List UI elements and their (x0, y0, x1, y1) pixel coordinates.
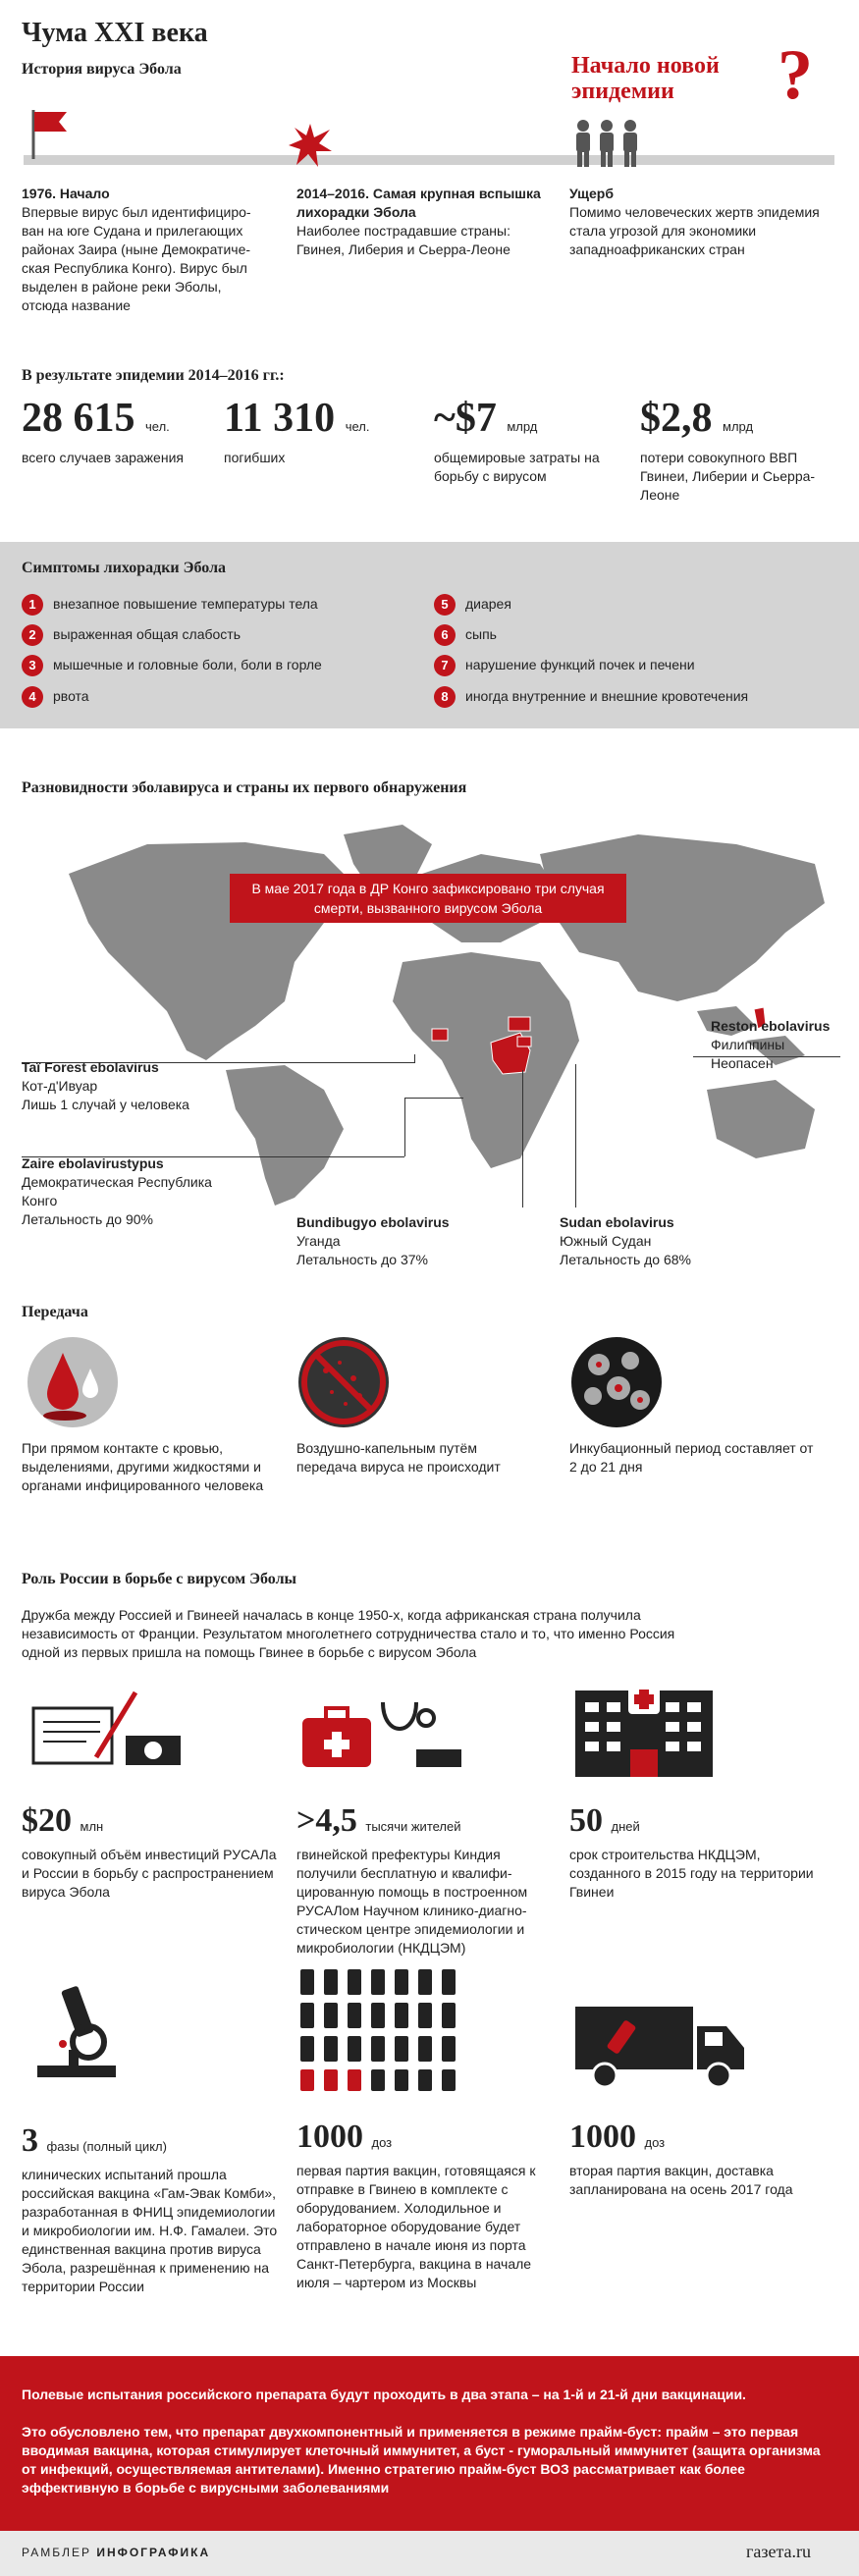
virus-note: Летальность до 37% (296, 1252, 428, 1267)
result-unit: млрд (723, 419, 754, 434)
fact-value: $20 (22, 1802, 72, 1839)
timeline-body: Наиболее пострадавшие страны: Гвинея, Либерия и Сьерра-Леоне (296, 223, 510, 257)
callout-line (404, 1098, 405, 1156)
brand-rambler: РАМБЛЕР (22, 2546, 91, 2559)
timeline-item-damage (569, 185, 834, 259)
fact-unit: фазы (полный цикл) (46, 2139, 167, 2154)
fact-unit: тысячи жителей (365, 1819, 461, 1834)
map-banner: В мае 2017 года в ДР Конго зафиксировано три случая смерти, вызванного вирусом Эбола (230, 874, 626, 923)
fact-investment (22, 1802, 277, 1902)
fact-value: 1000 (296, 2119, 363, 2155)
result-unit: чел. (345, 419, 370, 434)
virus-note: Летальность до 68% (560, 1252, 691, 1267)
question-mark: ? (778, 35, 813, 114)
symptom-text: диарея (465, 596, 511, 612)
virus-note: Летальность до 90% (22, 1211, 153, 1227)
result-label: всего случаев заражения (22, 450, 184, 465)
fact-second-batch (569, 2119, 825, 2199)
fact-first-batch (296, 2119, 562, 2292)
symptom-item (434, 653, 695, 676)
blood-drop-icon (26, 1335, 120, 1429)
result-unit: чел. (145, 419, 170, 434)
fact-construction (569, 1802, 825, 1902)
fact-unit: доз (371, 2135, 393, 2150)
page-subtitle: История вируса Эбола (22, 61, 182, 78)
russia-intro: Дружба между Россией и Гвинеей началась в конце 1950-х, когда африканская страна получила независимость от Франции. Результатом многолетнего сотрудничества стало и то, что именно Россия одной из первых пришла на помощь Гвинее в борьбе с вирусом Эбола (22, 1607, 675, 1660)
fact-text: совокупный объём инвестиций РУСАЛа и России в борьбу с распространением вируса Эбола (22, 1847, 277, 1900)
timeline-bar (24, 155, 834, 165)
result-value: $2,8 (640, 396, 713, 441)
symptom-item (434, 622, 497, 646)
microscope-icon (29, 1983, 128, 2081)
map-title: Разновидности эболавируса и страны их первого обнаружения (22, 779, 467, 796)
transmission-incubation: Инкубационный период составляет от 2 до 21 дня (569, 1440, 814, 1475)
virus-sudan (560, 1213, 785, 1269)
symptom-text: иногда внутренние и внешние кровотечения (465, 688, 749, 704)
timeline-head: 2014–2016. Самая крупная вспышка лихорадки Эбола (296, 186, 541, 220)
symptom-number: 4 (22, 686, 43, 708)
page-title: Чума XXI века (22, 18, 208, 48)
virus-name: Sudan ebolavirus (560, 1214, 674, 1230)
fact-trials (22, 2122, 287, 2296)
symptom-item (22, 653, 322, 676)
fact-unit: млн (80, 1819, 104, 1834)
timeline-head: Ущерб (569, 186, 614, 201)
symptom-number: 6 (434, 624, 456, 646)
hospital-building-icon (571, 1681, 719, 1779)
callout-line (414, 1054, 415, 1063)
symptom-text: сыпь (465, 626, 497, 642)
delivery-truck-icon (571, 2003, 748, 2091)
symptom-number: 1 (22, 594, 43, 616)
symptom-number: 7 (434, 655, 456, 676)
virus-zaire (22, 1154, 247, 1229)
result-label: потери совокупного ВВП Гвинеи, Либерии и Сьерра-Леоне (640, 450, 816, 503)
virus-reston (711, 1017, 848, 1073)
symptom-item (434, 684, 748, 708)
vaccine-vials-icon (296, 1967, 483, 2095)
symptom-text: мышечные и головные боли, боли в горле (53, 657, 322, 672)
symptom-item (22, 622, 241, 646)
footer-note-1: Полевые испытания российского препарата будут проходить в два этапа – на 1-й и 21-й дни вакцинации. (22, 2387, 746, 2402)
symptom-item (22, 592, 318, 616)
footer-panel (0, 2356, 859, 2531)
new-epidemic-line2: эпидемии (571, 79, 674, 104)
virus-country: Южный Судан (560, 1233, 652, 1249)
brand-infographic: ИНФОГРАФИКА (96, 2546, 211, 2559)
burst-icon (287, 122, 334, 169)
symptoms-title: Симптомы лихорадки Эбола (22, 560, 227, 576)
medical-kit-icon (298, 1689, 465, 1777)
results-title: В результате эпидемии 2014–2016 гг.: (22, 367, 285, 384)
fact-value: 3 (22, 2122, 38, 2159)
new-epidemic-line1: Начало новой (571, 53, 720, 79)
russia-title: Роль России в борьбе с вирусом Эболы (22, 1571, 297, 1587)
result-value: ~$7 (434, 396, 497, 441)
virus-tai-forest (22, 1058, 306, 1114)
timeline-body: Помимо человеческих жертв эпидемия стала угрозой для экономики западноафриканских стран (569, 204, 820, 257)
fact-residents (296, 1802, 562, 1958)
symptom-number: 5 (434, 594, 456, 616)
callout-line (404, 1098, 463, 1099)
money-icon (27, 1689, 185, 1777)
fact-unit: дней (611, 1819, 640, 1834)
uganda-marker (517, 1037, 531, 1046)
new-epidemic-heading (571, 53, 720, 104)
result-deaths (224, 397, 420, 467)
virus-note: Лишь 1 случай у человека (22, 1097, 189, 1112)
brand-logo-left (22, 2546, 210, 2559)
result-label: погибших (224, 450, 286, 465)
virus-country: Филиппины (711, 1037, 785, 1052)
symptom-item (22, 684, 89, 708)
brand-bar (0, 2531, 859, 2576)
timeline-item-2014 (296, 185, 552, 259)
virus-country: Демократическая Республика Конго (22, 1174, 212, 1208)
no-airborne-icon (296, 1335, 391, 1429)
symptom-text: нарушение функций почек и печени (465, 657, 695, 672)
symptom-item (434, 592, 511, 616)
result-value: 28 615 (22, 396, 135, 441)
south-sudan-marker (509, 1017, 530, 1031)
virus-country: Кот-д'Ивуар (22, 1078, 98, 1094)
callout-line (522, 1070, 523, 1208)
result-label: общемировые затраты на борьбу с вирусом (434, 450, 600, 484)
flag-icon (27, 106, 71, 161)
transmission-contact: При прямом контакте с кровью, выделениями, другими жидкостями и органами инфицированного человека (22, 1440, 264, 1493)
fact-value: 50 (569, 1802, 603, 1839)
result-cases (22, 397, 218, 467)
footer-note-2: Это обусловлено тем, что препарат двухкомпонентный и применяется в режиме прайм-буст: прайм – это первая вводимая вакцина, которая стимулирует клеточный иммунитет, а буст - гуморальный иммунитет (защита организма от инфекций, осуществляемая антителами). Именно стратегию прайм-буст ВОЗ рассматривает как более эффективную в борьбе с вирусными заболеваниями (22, 2424, 821, 2496)
symptom-text: рвота (53, 688, 89, 704)
virus-name: Reston ebolavirus (711, 1018, 831, 1034)
virus-name: Taï Forest ebolavirus (22, 1059, 159, 1075)
result-unit: млрд (507, 419, 538, 434)
fact-text: вторая партия вакцин, доставка запланирована на осень 2017 года (569, 2163, 793, 2197)
transmission-airborne: Воздушно-капельным путём передача вируса не происходит (296, 1440, 501, 1475)
virus-name: Bundibugyo ebolavirus (296, 1214, 450, 1230)
symptom-number: 2 (22, 624, 43, 646)
virus-microscope-icon (569, 1335, 664, 1429)
people-icon (569, 118, 648, 169)
result-gdp-loss (640, 397, 836, 505)
fact-text: клинических испытаний прошла российская вакцина «Гам-Эвак Комби», разработанная в ФНИЦ эпидемиологии и микробиологии им. Н.Ф. Гамалеи. Это единственная вакцина против вируса Эбола, разрешённая к применению на территории России (22, 2167, 278, 2294)
symptom-number: 3 (22, 655, 43, 676)
transmission-title: Передача (22, 1304, 88, 1320)
brand-logo-right: газета.ru (746, 2542, 812, 2561)
virus-bundibugyo (296, 1213, 522, 1269)
callout-line (575, 1064, 576, 1208)
fact-text: гвинейской префектуры Киндия получили бесплатную и квалифи-цированную помощь в построенном РУСАЛом Научном клинико-диагно-стическом центре эпидемиологии и микробиологии (НКДЦЭМ) (296, 1847, 528, 1956)
virus-country: Уганда (296, 1233, 341, 1249)
symptom-text: внезапное повышение температуры тела (53, 596, 318, 612)
virus-name: Zaire ebolavirustypus (22, 1155, 164, 1171)
virus-note: Неопасен (711, 1055, 774, 1071)
fact-text: первая партия вакцин, готовящаяся к отправке в Гвинею в комплекте с оборудованием. Холодильное и лабораторное оборудование будет отправлено в начале июня из порта Санкт-Петербурга, вакцина в начале июля – чартером из Москвы (296, 2163, 536, 2290)
fact-text: срок строительства НКДЦЭМ, созданного в 2015 году на территории Гвинеи (569, 1847, 814, 1900)
result-costs (434, 397, 611, 486)
symptom-number: 8 (434, 686, 456, 708)
timeline-body: Впервые вирус был идентифициро-ван на юге Судана и прилегающих районах Заира (ныне Демократиче-ская Республика Конго). Вирус был выделен в районе реки Эболы, отсюда название (22, 204, 251, 313)
symptom-text: выраженная общая слабость (53, 626, 241, 642)
timeline-item-1976 (22, 185, 267, 315)
result-value: 11 310 (224, 396, 336, 441)
fact-unit: доз (644, 2135, 666, 2150)
timeline-head: 1976. Начало (22, 186, 110, 201)
fact-value: 1000 (569, 2119, 636, 2155)
cote-divoire-marker (432, 1029, 448, 1041)
fact-value: >4,5 (296, 1802, 357, 1839)
